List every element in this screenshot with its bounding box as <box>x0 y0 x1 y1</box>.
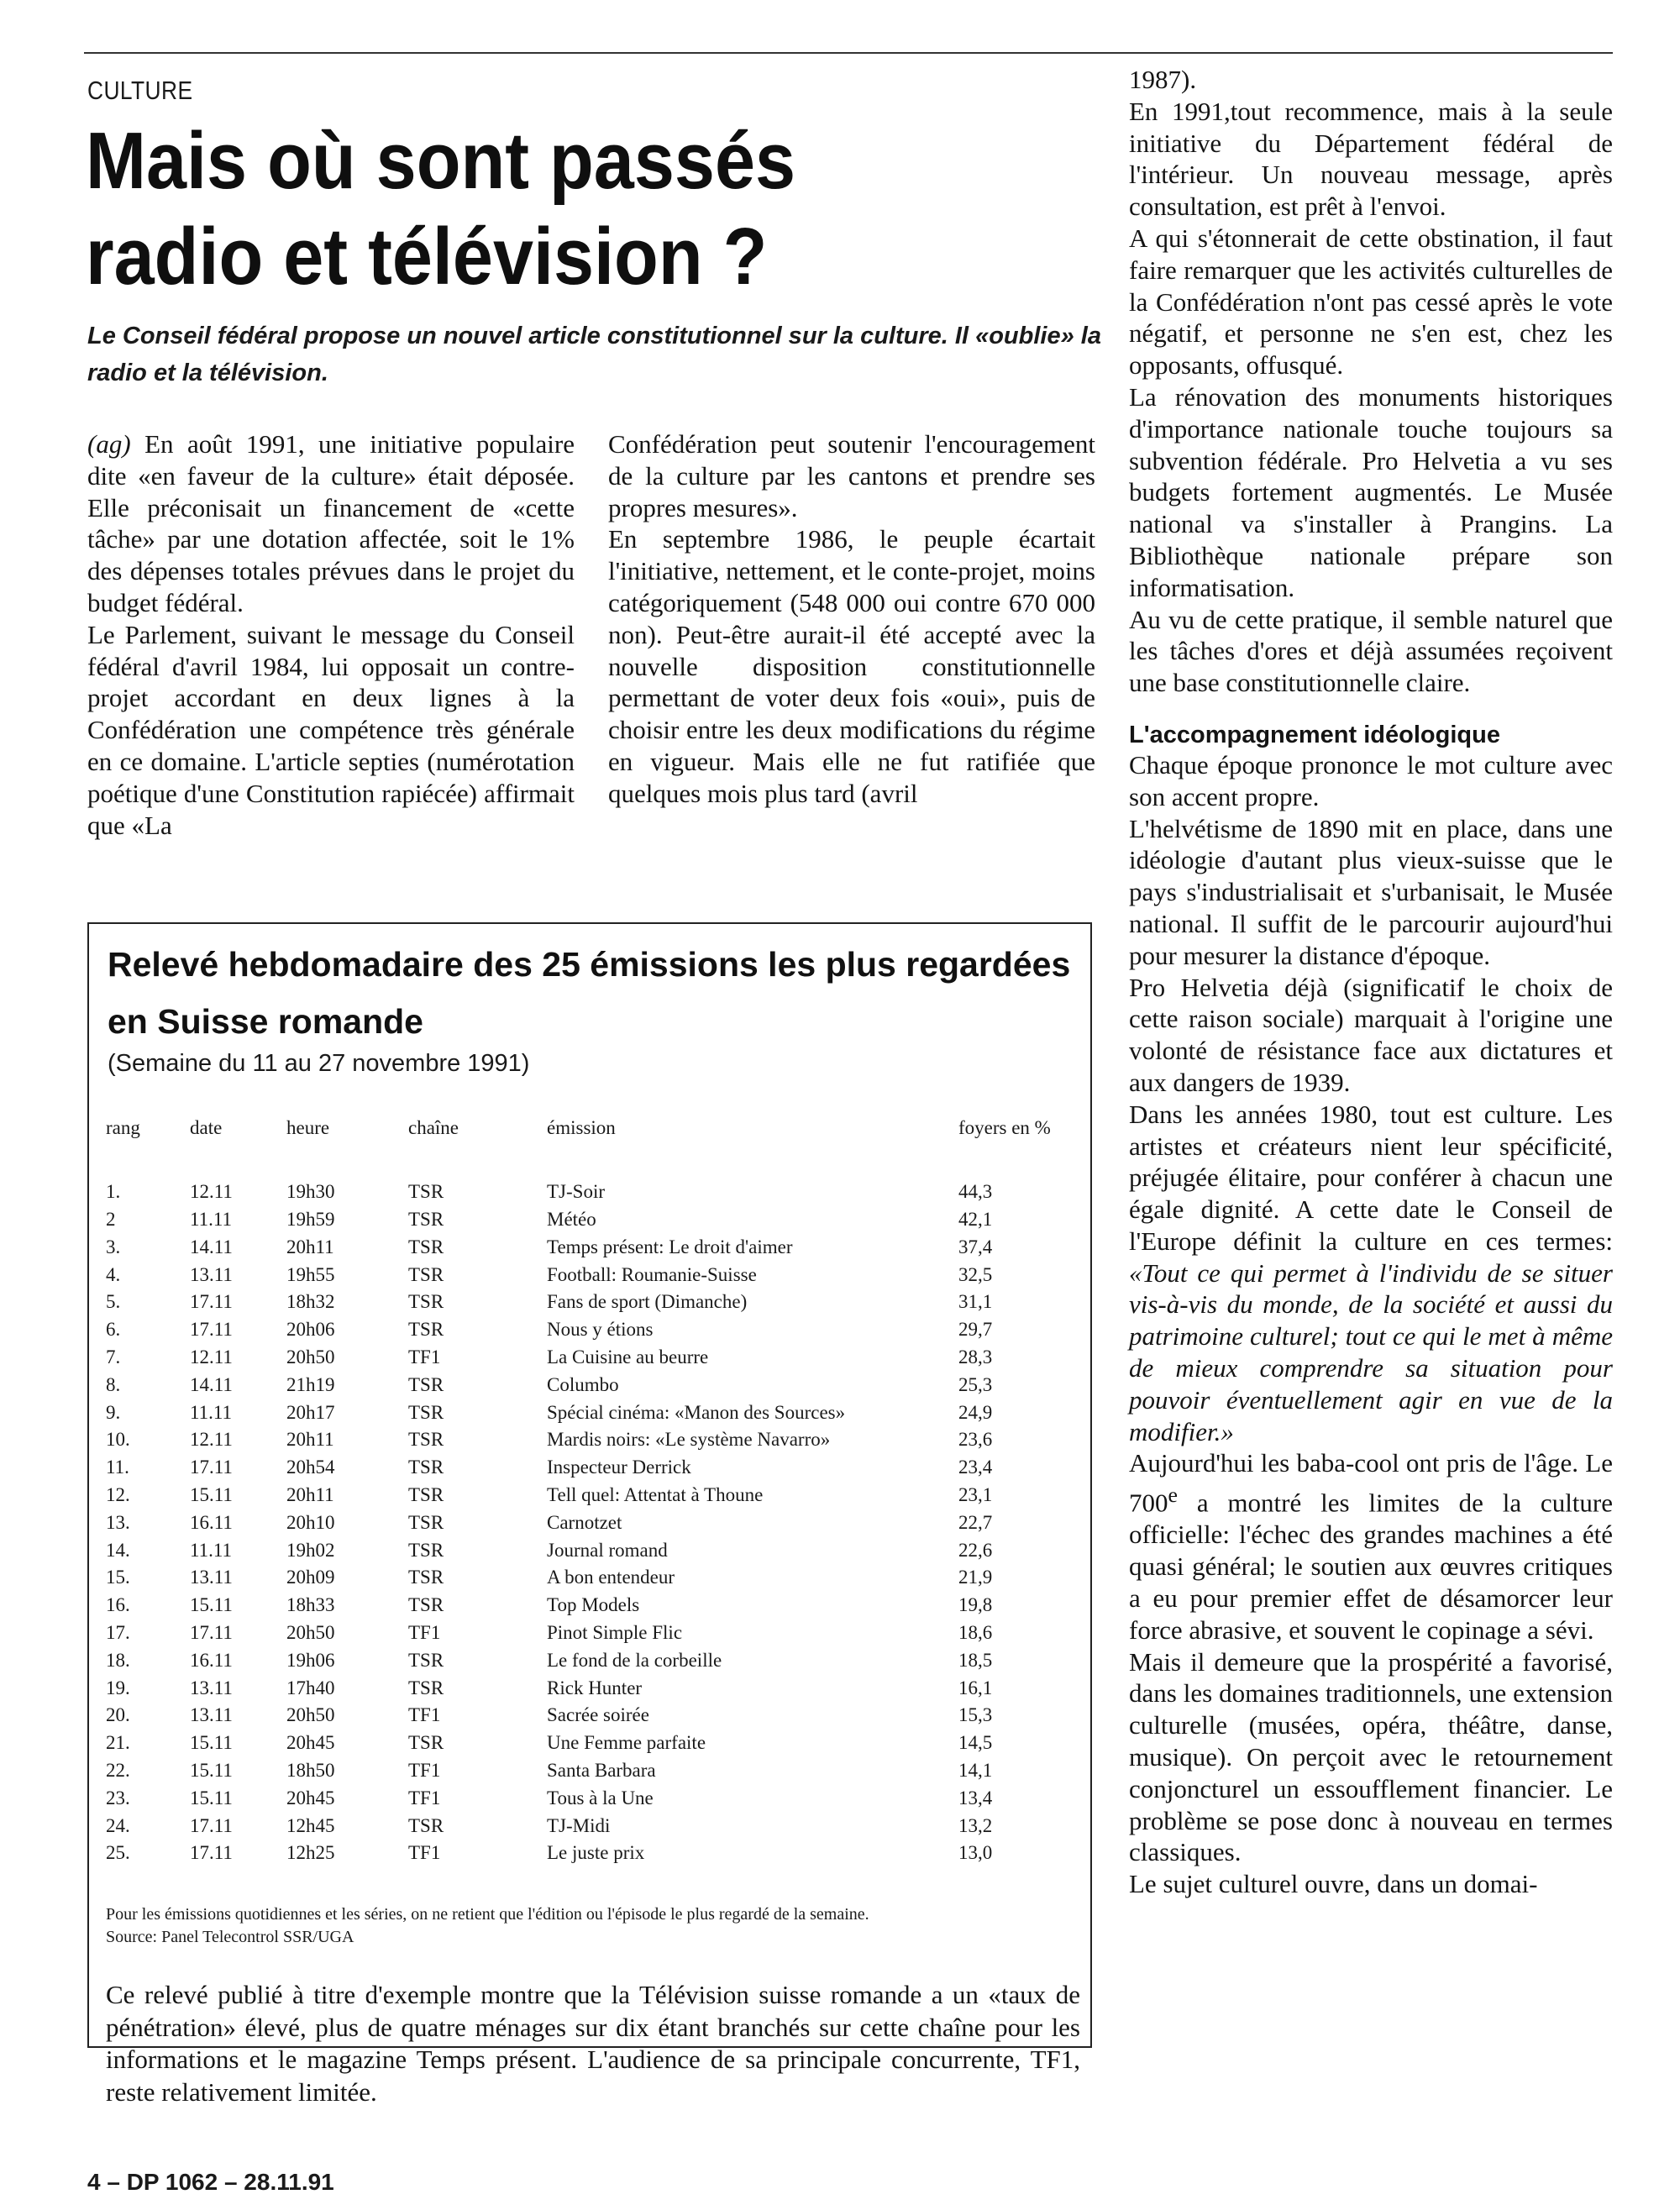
cell-date: 12.11 <box>190 1429 233 1451</box>
cell-show: TJ-Midi <box>547 1814 611 1836</box>
cell-show: Sacrée soirée <box>547 1704 649 1726</box>
cell-time: 20h50 <box>286 1704 335 1726</box>
cell-share: 13,2 <box>958 1814 993 1836</box>
ranking-table <box>106 1117 1080 1867</box>
cell-date: 17.11 <box>190 1842 233 1864</box>
cell-time: 19h55 <box>286 1263 335 1285</box>
cell-show: Météo <box>547 1208 596 1230</box>
cell-rank: 14. <box>106 1539 130 1561</box>
table-row <box>106 1371 1080 1399</box>
cell-time: 20h09 <box>286 1567 335 1588</box>
paragraph: Au vu de cette pratique, il semble naturel que les tâches d'ores et déjà assumées reçoivent une base constitutionnelle claire. <box>1129 604 1613 698</box>
cell-date: 15.11 <box>190 1483 233 1505</box>
cell-channel: TSR <box>408 1319 444 1341</box>
lead-paragraph: Le Conseil fédéral propose un nouvel article constitutionnel sur la culture. Il «oublie» la radio et la télévision. <box>87 323 1101 386</box>
cell-share: 14,1 <box>958 1759 993 1781</box>
cell-time: 18h33 <box>286 1594 335 1616</box>
cell-rank: 13. <box>106 1511 130 1533</box>
cell-share: 29,7 <box>958 1319 993 1341</box>
table-row <box>106 1840 1080 1867</box>
table-row <box>106 1261 1080 1289</box>
cell-channel: TF1 <box>408 1704 441 1726</box>
footnote-text: Pour les émissions quotidiennes et les séries, on ne retient que l'édition ou l'épisode le plus regardé de la semaine. <box>106 1905 869 1924</box>
cell-show: Football: Roumanie-Suisse <box>547 1263 757 1285</box>
cell-rank: 11. <box>106 1457 129 1478</box>
cell-show: A bon entendeur <box>547 1567 675 1588</box>
cell-time: 19h06 <box>286 1649 335 1671</box>
header-time: heure <box>286 1117 330 1138</box>
cell-share: 16,1 <box>958 1677 993 1698</box>
table-row <box>106 1509 1080 1536</box>
cell-share: 13,4 <box>958 1787 993 1808</box>
headline-line-1: Mais où sont passés <box>86 116 796 206</box>
cell-show: Mardis noirs: «Le système Navarro» <box>547 1429 831 1451</box>
table-row <box>106 1536 1080 1564</box>
cell-rank: 21. <box>106 1732 130 1754</box>
cell-date: 11.11 <box>190 1208 233 1230</box>
section-label: CULTURE <box>87 76 193 105</box>
cell-show: Temps présent: Le droit d'aimer <box>547 1236 793 1257</box>
header-date: date <box>190 1117 223 1138</box>
table-row <box>106 1702 1080 1730</box>
paragraph: La rénovation des monuments historiques d'importance nationale touche toujours sa subvention fédérale. Pro Helvetia a vu ses budgets fortement augmentés. Le Musée national va s'installer à Prangins. La Bibliothèque nationale prépare son informatisation. <box>1129 381 1613 602</box>
ranking-box <box>87 922 1092 2107</box>
cell-channel: TSR <box>408 1732 444 1754</box>
cell-share: 25,3 <box>958 1373 993 1395</box>
cell-show: Rick Hunter <box>547 1677 643 1698</box>
cell-time: 19h02 <box>286 1539 335 1561</box>
cell-channel: TSR <box>408 1594 444 1616</box>
cell-channel: TSR <box>408 1373 444 1395</box>
cell-show: Le fond de la corbeille <box>547 1649 722 1671</box>
cell-share: 19,8 <box>958 1594 993 1616</box>
table-row <box>106 1233 1080 1261</box>
cell-date: 12.11 <box>190 1346 233 1367</box>
cell-share: 15,3 <box>958 1704 993 1726</box>
cell-rank: 6. <box>106 1319 121 1341</box>
paragraph: Le sujet culturel ouvre, dans un domai- <box>1129 1869 1538 1899</box>
article-column-1 <box>87 428 575 841</box>
cell-rank: 20. <box>106 1704 130 1726</box>
cell-channel: TSR <box>408 1291 444 1313</box>
headline <box>86 113 795 305</box>
cell-rank: 23. <box>106 1787 130 1808</box>
cell-share: 23,6 <box>958 1429 993 1451</box>
cell-date: 13.11 <box>190 1567 233 1588</box>
table-row <box>106 1592 1080 1619</box>
headline-line-2: radio et télévision ? <box>86 212 768 302</box>
cell-channel: TSR <box>408 1236 444 1257</box>
table-row <box>106 1784 1080 1812</box>
table-row <box>106 1757 1080 1785</box>
cell-show: Une Femme parfaite <box>547 1732 706 1754</box>
table-row <box>106 1646 1080 1674</box>
article-column-3 <box>1129 64 1613 1900</box>
cell-share: 42,1 <box>958 1208 993 1230</box>
cell-share: 23,1 <box>958 1483 993 1505</box>
paragraph: Pro Helvetia déjà (significatif le choix de cette raison sociale) marquait à l'origine une volonté de résistance face aux dictatures et aux dangers de 1939. <box>1129 972 1613 1097</box>
cell-rank: 15. <box>106 1567 130 1588</box>
box-subtitle: (Semaine du 11 au 27 novembre 1991) <box>108 1050 530 1077</box>
cell-show: La Cuisine au beurre <box>547 1346 709 1367</box>
cell-share: 28,3 <box>958 1346 993 1367</box>
paragraph: Chaque époque prononce le mot culture avec son accent propre. <box>1129 749 1613 811</box>
cell-date: 17.11 <box>190 1457 233 1478</box>
cell-date: 11.11 <box>190 1539 233 1561</box>
cell-time: 20h50 <box>286 1346 335 1367</box>
cell-show: Tell quel: Attentat à Thoune <box>547 1483 764 1505</box>
paragraph: Aujourd'hui les baba-cool ont pris de l'âge. Le 700e a montré les limites de la culture officielle: l'échec des grandes machines a été quasi général; le soutien aux œuvres critiques a eu pour premier effet de désamorcer leur force abrasive, et souvent le copinage a sévi. <box>1129 1448 1613 1645</box>
byline: (ag) <box>87 429 131 459</box>
cell-date: 11.11 <box>190 1401 233 1423</box>
paragraph: En septembre 1986, le peuple écartait l'initiative, nettement, et le conte-projet, moins catégoriquement (548 000 oui contre 670 000 non). Peut-être aurait-il été accepté avec la nouvelle disposition constitutionnelle permettant de voter deux fois «oui», puis de choisir entre les deux modifications du régime en vigueur. Mais elle ne fut ratifiée que quelques mois plus tard (avril <box>608 524 1095 808</box>
cell-share: 32,5 <box>958 1263 993 1285</box>
table-row <box>106 1206 1080 1234</box>
cell-channel: TF1 <box>408 1842 441 1864</box>
cell-show: Top Models <box>547 1594 640 1616</box>
cell-date: 17.11 <box>190 1319 233 1341</box>
cell-time: 20h45 <box>286 1787 335 1808</box>
cell-channel: TSR <box>408 1263 444 1285</box>
table-row <box>106 1426 1080 1454</box>
cell-channel: TSR <box>408 1208 444 1230</box>
cell-show: Pinot Simple Flic <box>547 1621 683 1643</box>
cell-time: 17h40 <box>286 1677 335 1698</box>
cell-channel: TSR <box>408 1429 444 1451</box>
cell-rank: 17. <box>106 1621 130 1643</box>
cell-time: 20h11 <box>286 1236 334 1257</box>
table-row <box>106 1674 1080 1702</box>
cell-time: 19h59 <box>286 1208 335 1230</box>
cell-channel: TF1 <box>408 1759 441 1781</box>
cell-show: Le juste prix <box>547 1842 645 1864</box>
cell-channel: TSR <box>408 1814 444 1836</box>
cell-date: 15.11 <box>190 1787 233 1808</box>
cell-rank: 3. <box>106 1236 121 1257</box>
cell-time: 20h54 <box>286 1457 335 1478</box>
table-row <box>106 1316 1080 1344</box>
cell-show: TJ-Soir <box>547 1181 605 1203</box>
cell-channel: TSR <box>408 1567 444 1588</box>
cell-date: 17.11 <box>190 1621 233 1643</box>
paragraph: L'helvétisme de 1890 mit en place, dans une idéologie d'autant plus vieux-suisse que le pays s'industrialisait et s'urbanisait, le Musée national. Il suffit de le parcourir aujourd'hui pour mesurer la distance d'époque. <box>1129 813 1613 970</box>
table-row <box>106 1619 1080 1647</box>
box-title: Relevé hebdomadaire des 25 émissions les plus regardées en Suisse romande <box>108 945 1071 1041</box>
cell-date: 15.11 <box>190 1759 233 1781</box>
cell-share: 24,9 <box>958 1401 993 1423</box>
cell-time: 20h17 <box>286 1401 335 1423</box>
paragraph: Le Parlement, suivant le message du Conseil fédéral d'avril 1984, lui opposait un contre-projet accordant en deux lignes à la Confédération une compétence très générale en ce domaine. L'article septies (numérotation poétique d'une Constitution rapiécée) affirmait que «La <box>87 619 575 840</box>
cell-channel: TF1 <box>408 1346 441 1367</box>
cell-rank: 16. <box>106 1594 130 1616</box>
cell-channel: TSR <box>408 1649 444 1671</box>
paragraph: Mais il demeure que la prospérité a favorisé, dans les domaines traditionnels, une extension culturelle (musées, opéra, théâtre, danse, musique). On perçoit avec le retournement conjoncturel un essoufflement financier. Le problème se pose donc à nouveau en termes classiques. <box>1129 1646 1613 1867</box>
cell-time: 18h50 <box>286 1759 335 1781</box>
paragraph: En 1991,tout recommence, mais à la seule initiative du Département fédéral de l'intérieur. Un nouveau message, après consultation, est prêt à l'envoi. <box>1129 96 1613 222</box>
cell-share: 22,6 <box>958 1539 993 1561</box>
cell-channel: TF1 <box>408 1787 441 1808</box>
cell-date: 15.11 <box>190 1732 233 1754</box>
cell-time: 20h50 <box>286 1621 335 1643</box>
cell-date: 14.11 <box>190 1373 233 1395</box>
cell-rank: 22. <box>106 1759 130 1781</box>
cell-show: Carnotzet <box>547 1511 622 1533</box>
cell-rank: 18. <box>106 1649 130 1671</box>
cell-rank: 1. <box>106 1181 121 1203</box>
cell-share: 31,1 <box>958 1291 993 1313</box>
cell-share: 14,5 <box>958 1732 993 1754</box>
cell-rank: 4. <box>106 1263 121 1285</box>
table-header-row <box>106 1117 1080 1151</box>
header-rank: rang <box>106 1117 140 1138</box>
cell-rank: 12. <box>106 1483 130 1505</box>
cell-time: 18h32 <box>286 1291 335 1313</box>
cell-channel: TSR <box>408 1457 444 1478</box>
header-share: foyers en % <box>958 1117 1051 1138</box>
cell-time: 20h11 <box>286 1429 334 1451</box>
ranking-body <box>106 1151 1080 1867</box>
table-row <box>106 1564 1080 1592</box>
cell-rank: 19. <box>106 1677 130 1698</box>
top-rule <box>84 52 1613 54</box>
cell-rank: 24. <box>106 1814 130 1836</box>
cell-show: Nous y étions <box>547 1319 654 1341</box>
table-row <box>106 1178 1080 1206</box>
cell-show: Spécial cinéma: «Manon des Sources» <box>547 1401 846 1423</box>
cell-channel: TSR <box>408 1401 444 1423</box>
header-channel: chaîne <box>408 1117 459 1138</box>
box-footnote <box>106 1903 1080 1949</box>
table-row <box>106 1482 1080 1509</box>
paragraph: Confédération peut soutenir l'encouragement de la culture par les cantons et prendre ses propres mesures». <box>608 429 1095 522</box>
paragraph: 1987). <box>1129 65 1197 94</box>
box-commentary: Ce relevé publié à titre d'exemple montre que la Télévision suisse romande a un «taux de pénétration» élevé, plus de quatre ménages sur dix étant branchés sur cette chaîne pour les informations et le magazine Temps présent. L'audience de sa principale concurrente, TF1, reste relativement limitée. <box>106 1980 1080 2107</box>
cell-date: 14.11 <box>190 1236 233 1257</box>
cell-channel: TSR <box>408 1539 444 1561</box>
cell-date: 13.11 <box>190 1263 233 1285</box>
cell-share: 23,4 <box>958 1457 993 1478</box>
cell-show: Fans de sport (Dimanche) <box>547 1291 748 1313</box>
cell-share: 21,9 <box>958 1567 993 1588</box>
cell-channel: TSR <box>408 1483 444 1505</box>
article-column-2 <box>608 428 1095 810</box>
cell-share: 13,0 <box>958 1842 993 1864</box>
cell-channel: TSR <box>408 1181 444 1203</box>
cell-date: 12.11 <box>190 1181 233 1203</box>
subheading: L'accompagnement idéologique <box>1129 721 1500 748</box>
cell-date: 16.11 <box>190 1511 233 1533</box>
paragraph: A qui s'étonnerait de cette obstination, il faut faire remarquer que les activités culturelles de la Confédération n'ont pas cessé après le vote négatif, et personne ne s'en est, chez les opposants, offusqué. <box>1129 223 1613 381</box>
header-show: émission <box>547 1117 616 1138</box>
cell-time: 20h45 <box>286 1732 335 1754</box>
cell-date: 17.11 <box>190 1814 233 1836</box>
paragraph: (ag) En août 1991, une initiative populaire dite «en faveur de la culture» était déposée. Elle préconisait un financement de «cette tâche» par une dotation affectée, soit le 1% des dépenses totales prévues dans le projet du budget fédéral. <box>87 429 575 617</box>
cell-time: 12h45 <box>286 1814 335 1836</box>
table-row <box>106 1454 1080 1482</box>
cell-show: Inspecteur Derrick <box>547 1457 691 1478</box>
table-row <box>106 1289 1080 1316</box>
cell-rank: 2 <box>106 1208 116 1230</box>
cell-show: Tous à la Une <box>547 1787 654 1808</box>
cell-rank: 7. <box>106 1346 121 1367</box>
cell-time: 21h19 <box>286 1373 335 1395</box>
cell-date: 13.11 <box>190 1704 233 1726</box>
cell-rank: 10. <box>106 1429 130 1451</box>
table-row <box>106 1399 1080 1426</box>
cell-share: 22,7 <box>958 1511 993 1533</box>
cell-date: 16.11 <box>190 1649 233 1671</box>
cell-share: 37,4 <box>958 1236 993 1257</box>
cell-time: 20h11 <box>286 1483 334 1505</box>
cell-rank: 8. <box>106 1373 121 1395</box>
cell-date: 17.11 <box>190 1291 233 1313</box>
cell-time: 20h10 <box>286 1511 335 1533</box>
cell-rank: 25. <box>106 1842 130 1864</box>
table-row <box>106 1730 1080 1757</box>
cell-date: 13.11 <box>190 1677 233 1698</box>
cell-show: Columbo <box>547 1373 619 1395</box>
spacer-row <box>106 1151 1080 1178</box>
cell-rank: 5. <box>106 1291 121 1313</box>
quotation: «Tout ce qui permet à l'individu de se situer vis-à-vis du monde, de la société et aussi du patrimoine culturel; tout ce qui le met à même de mieux comprendre sa situation pour pouvoir éventuellement agir en vue de la modifier.» <box>1129 1257 1613 1446</box>
paragraph: Dans les années 1980, tout est culture. Les artistes et créateurs nient leur spécificité, préjugée élitaire, pour conférer à chacun une égale dignité. A cette date le Conseil de l'Europe définit la culture en ces termes: «Tout ce qui permet à l'individu de se situer vis-à-vis du monde, de la société et aussi du patrimoine culturel; tout ce qui le met à même de mieux comprendre sa situation pour pouvoir éventuellement agir en vue de la modifier.» <box>1129 1099 1613 1446</box>
cell-channel: TSR <box>408 1677 444 1698</box>
cell-show: Journal romand <box>547 1539 668 1561</box>
cell-time: 20h06 <box>286 1319 335 1341</box>
cell-share: 18,6 <box>958 1621 993 1643</box>
cell-date: 15.11 <box>190 1594 233 1616</box>
table-row <box>106 1812 1080 1840</box>
cell-share: 44,3 <box>958 1181 993 1203</box>
cell-time: 19h30 <box>286 1181 335 1203</box>
cell-rank: 9. <box>106 1401 121 1423</box>
table-row <box>106 1344 1080 1372</box>
page-footer: 4 – DP 1062 – 28.11.91 <box>87 2169 334 2195</box>
cell-show: Santa Barbara <box>547 1759 656 1781</box>
cell-channel: TF1 <box>408 1621 441 1643</box>
cell-channel: TSR <box>408 1511 444 1533</box>
cell-share: 18,5 <box>958 1649 993 1671</box>
cell-time: 12h25 <box>286 1842 335 1864</box>
source-text: Source: Panel Telecontrol SSR/UGA <box>106 1928 354 1946</box>
